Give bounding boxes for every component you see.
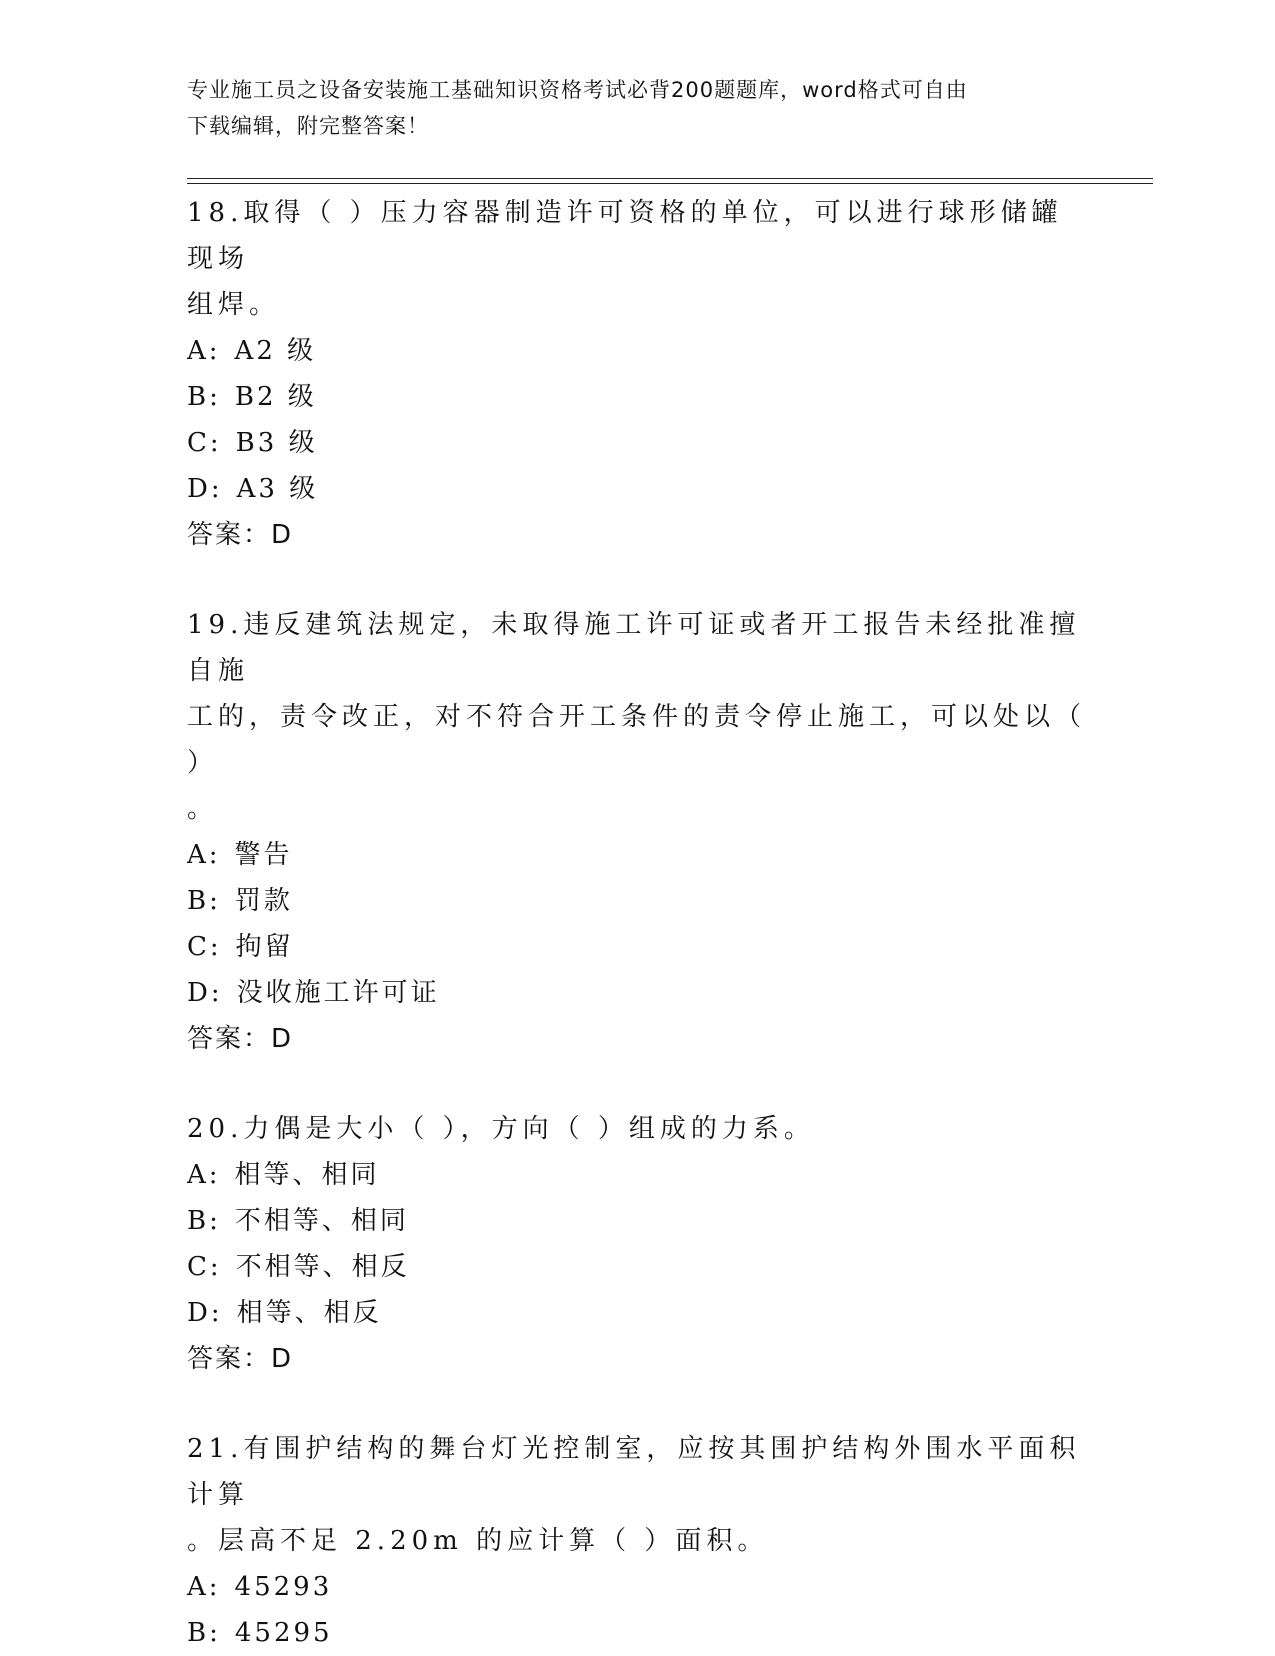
option-b: [187, 878, 1087, 924]
option-text: B3 级: [235, 428, 318, 458]
answer-line: 答案：D: [187, 1024, 294, 1054]
option-a: [187, 1152, 1087, 1198]
option-letter: C:: [187, 932, 222, 962]
header-line-1: 专业施工员之设备安装施工基础知识资格考试必背200题题库，word格式可自由: [187, 78, 968, 102]
option-letter: B:: [187, 886, 221, 916]
option-text: 相等、相反: [236, 1298, 382, 1328]
document-header: [187, 72, 1067, 144]
answer-line: 答案：D: [187, 520, 294, 550]
question-stem-line: 组焊。: [187, 290, 281, 320]
option-text: 45293: [234, 1572, 333, 1602]
question-20: [187, 1106, 1087, 1382]
option-b: [187, 1610, 1087, 1656]
option-text: 没收施工许可证: [236, 978, 440, 1008]
option-text: A3 级: [236, 474, 319, 504]
question-stem-line: 21.有围护结构的舞台灯光控制室，应按其围护结构外围水平面积计算: [187, 1434, 1081, 1510]
option-letter: A:: [187, 840, 221, 870]
option-a: [187, 832, 1087, 878]
option-text: 罚款: [234, 886, 293, 916]
option-letter: B:: [187, 382, 221, 412]
question-stem-line: 。: [187, 794, 219, 824]
option-b: [187, 374, 1087, 420]
option-a: [187, 328, 1087, 374]
option-letter: A:: [187, 1572, 221, 1602]
option-letter: A:: [187, 336, 221, 366]
question-18: [187, 190, 1087, 558]
option-text: 不相等、相同: [234, 1206, 409, 1236]
question-stem-line: 20.力偶是大小（ ），方向（ ）组成的力系。: [187, 1114, 815, 1144]
option-c: [187, 420, 1087, 466]
option-letter: D:: [187, 978, 223, 1008]
option-text: 不相等、相反: [235, 1252, 410, 1282]
answer-line: 答案：D: [187, 1344, 294, 1374]
option-c: [187, 924, 1087, 970]
option-text: B2 级: [234, 382, 317, 412]
option-text: 45295: [234, 1618, 333, 1648]
header-divider-bottom: [187, 183, 1153, 184]
option-letter: B:: [187, 1206, 221, 1236]
question-21: [187, 1426, 1087, 1656]
option-text: A2 级: [234, 336, 317, 366]
option-d: [187, 970, 1087, 1016]
option-letter: D:: [187, 1298, 223, 1328]
option-letter: B:: [187, 1618, 221, 1648]
option-a: [187, 1564, 1087, 1610]
question-19: [187, 602, 1087, 1062]
question-stem-line: 。层高不足 2.20m 的应计算（ ）面积。: [187, 1526, 769, 1556]
header-line-2: 下载编辑，附完整答案！: [187, 114, 429, 138]
question-stem-line: 18.取得（ ）压力容器制造许可资格的单位，可以进行球形储罐现场: [187, 198, 1063, 274]
option-text: 拘留: [235, 932, 294, 962]
option-letter: C:: [187, 1252, 222, 1282]
question-stem-line: 19.违反建筑法规定，未取得施工许可证或者开工报告未经批准擅自施: [187, 610, 1081, 686]
question-stem-line: 工的，责令改正，对不符合开工条件的责令停止施工，可以处以（ ）: [187, 702, 1087, 778]
option-letter: A:: [187, 1160, 221, 1190]
option-d: [187, 466, 1087, 512]
header-divider-top: [187, 178, 1153, 179]
option-text: 警告: [234, 840, 293, 870]
option-c: [187, 1244, 1087, 1290]
option-d: [187, 1290, 1087, 1336]
option-b: [187, 1198, 1087, 1244]
option-text: 相等、相同: [234, 1160, 380, 1190]
question-list: [187, 190, 1087, 1656]
option-letter: D:: [187, 474, 223, 504]
option-letter: C:: [187, 428, 222, 458]
